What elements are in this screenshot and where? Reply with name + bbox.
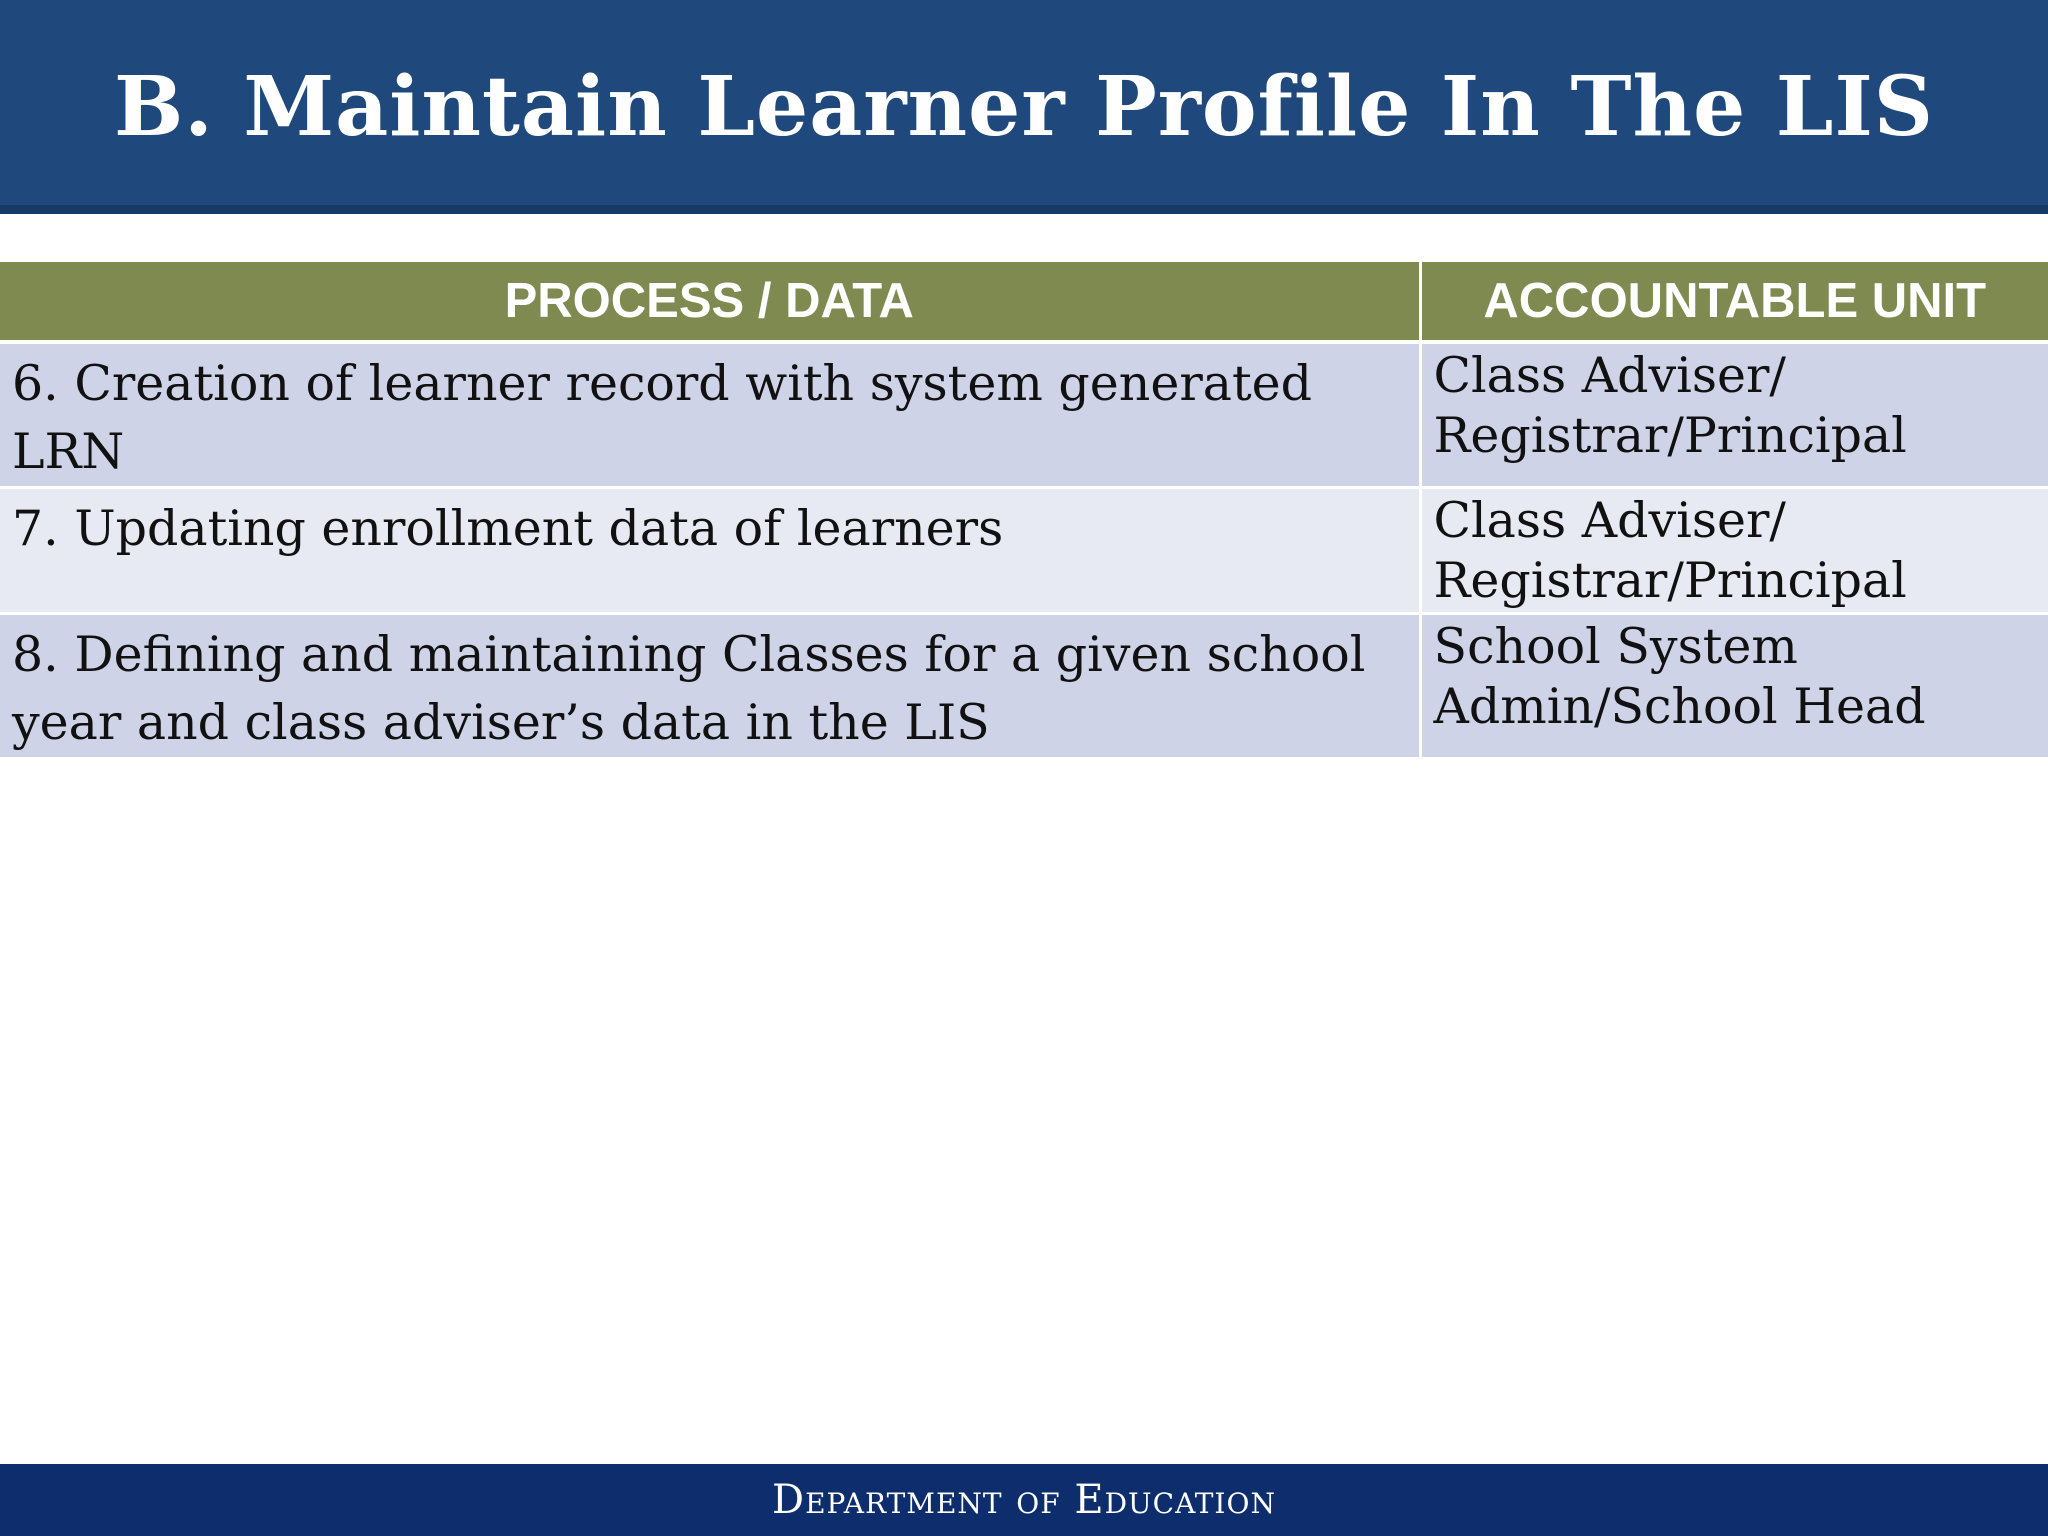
column-header-unit: ACCOUNTABLE UNIT [1420,262,2048,342]
title-bar-rule [0,205,2048,214]
table-header-row [0,262,2048,342]
column-header-process: PROCESS / DATA [0,262,1420,342]
process-table [0,262,2048,760]
table-row [0,614,2048,759]
table-row [0,342,2048,488]
unit-cell: School System Admin/School Head [1420,614,2048,759]
process-cell: 7. Updating enrollment data of learners [0,488,1420,614]
footer-bar [0,1464,2048,1536]
process-cell: 6. Creation of learner record with system generated LRN [0,342,1420,488]
table-row [0,488,2048,614]
unit-cell: Class Adviser/ Registrar/Principal [1420,342,2048,488]
slide-title: B. Maintain Learner Profile In The LIS [113,59,1935,155]
process-cell: 8. Defining and maintaining Classes for a given school year and class adviser’s data in the LIS [0,614,1420,759]
unit-cell: Class Adviser/ Registrar/Principal [1420,488,2048,614]
footer-label: Department of Education [772,1477,1276,1523]
process-table-container [0,262,2048,760]
